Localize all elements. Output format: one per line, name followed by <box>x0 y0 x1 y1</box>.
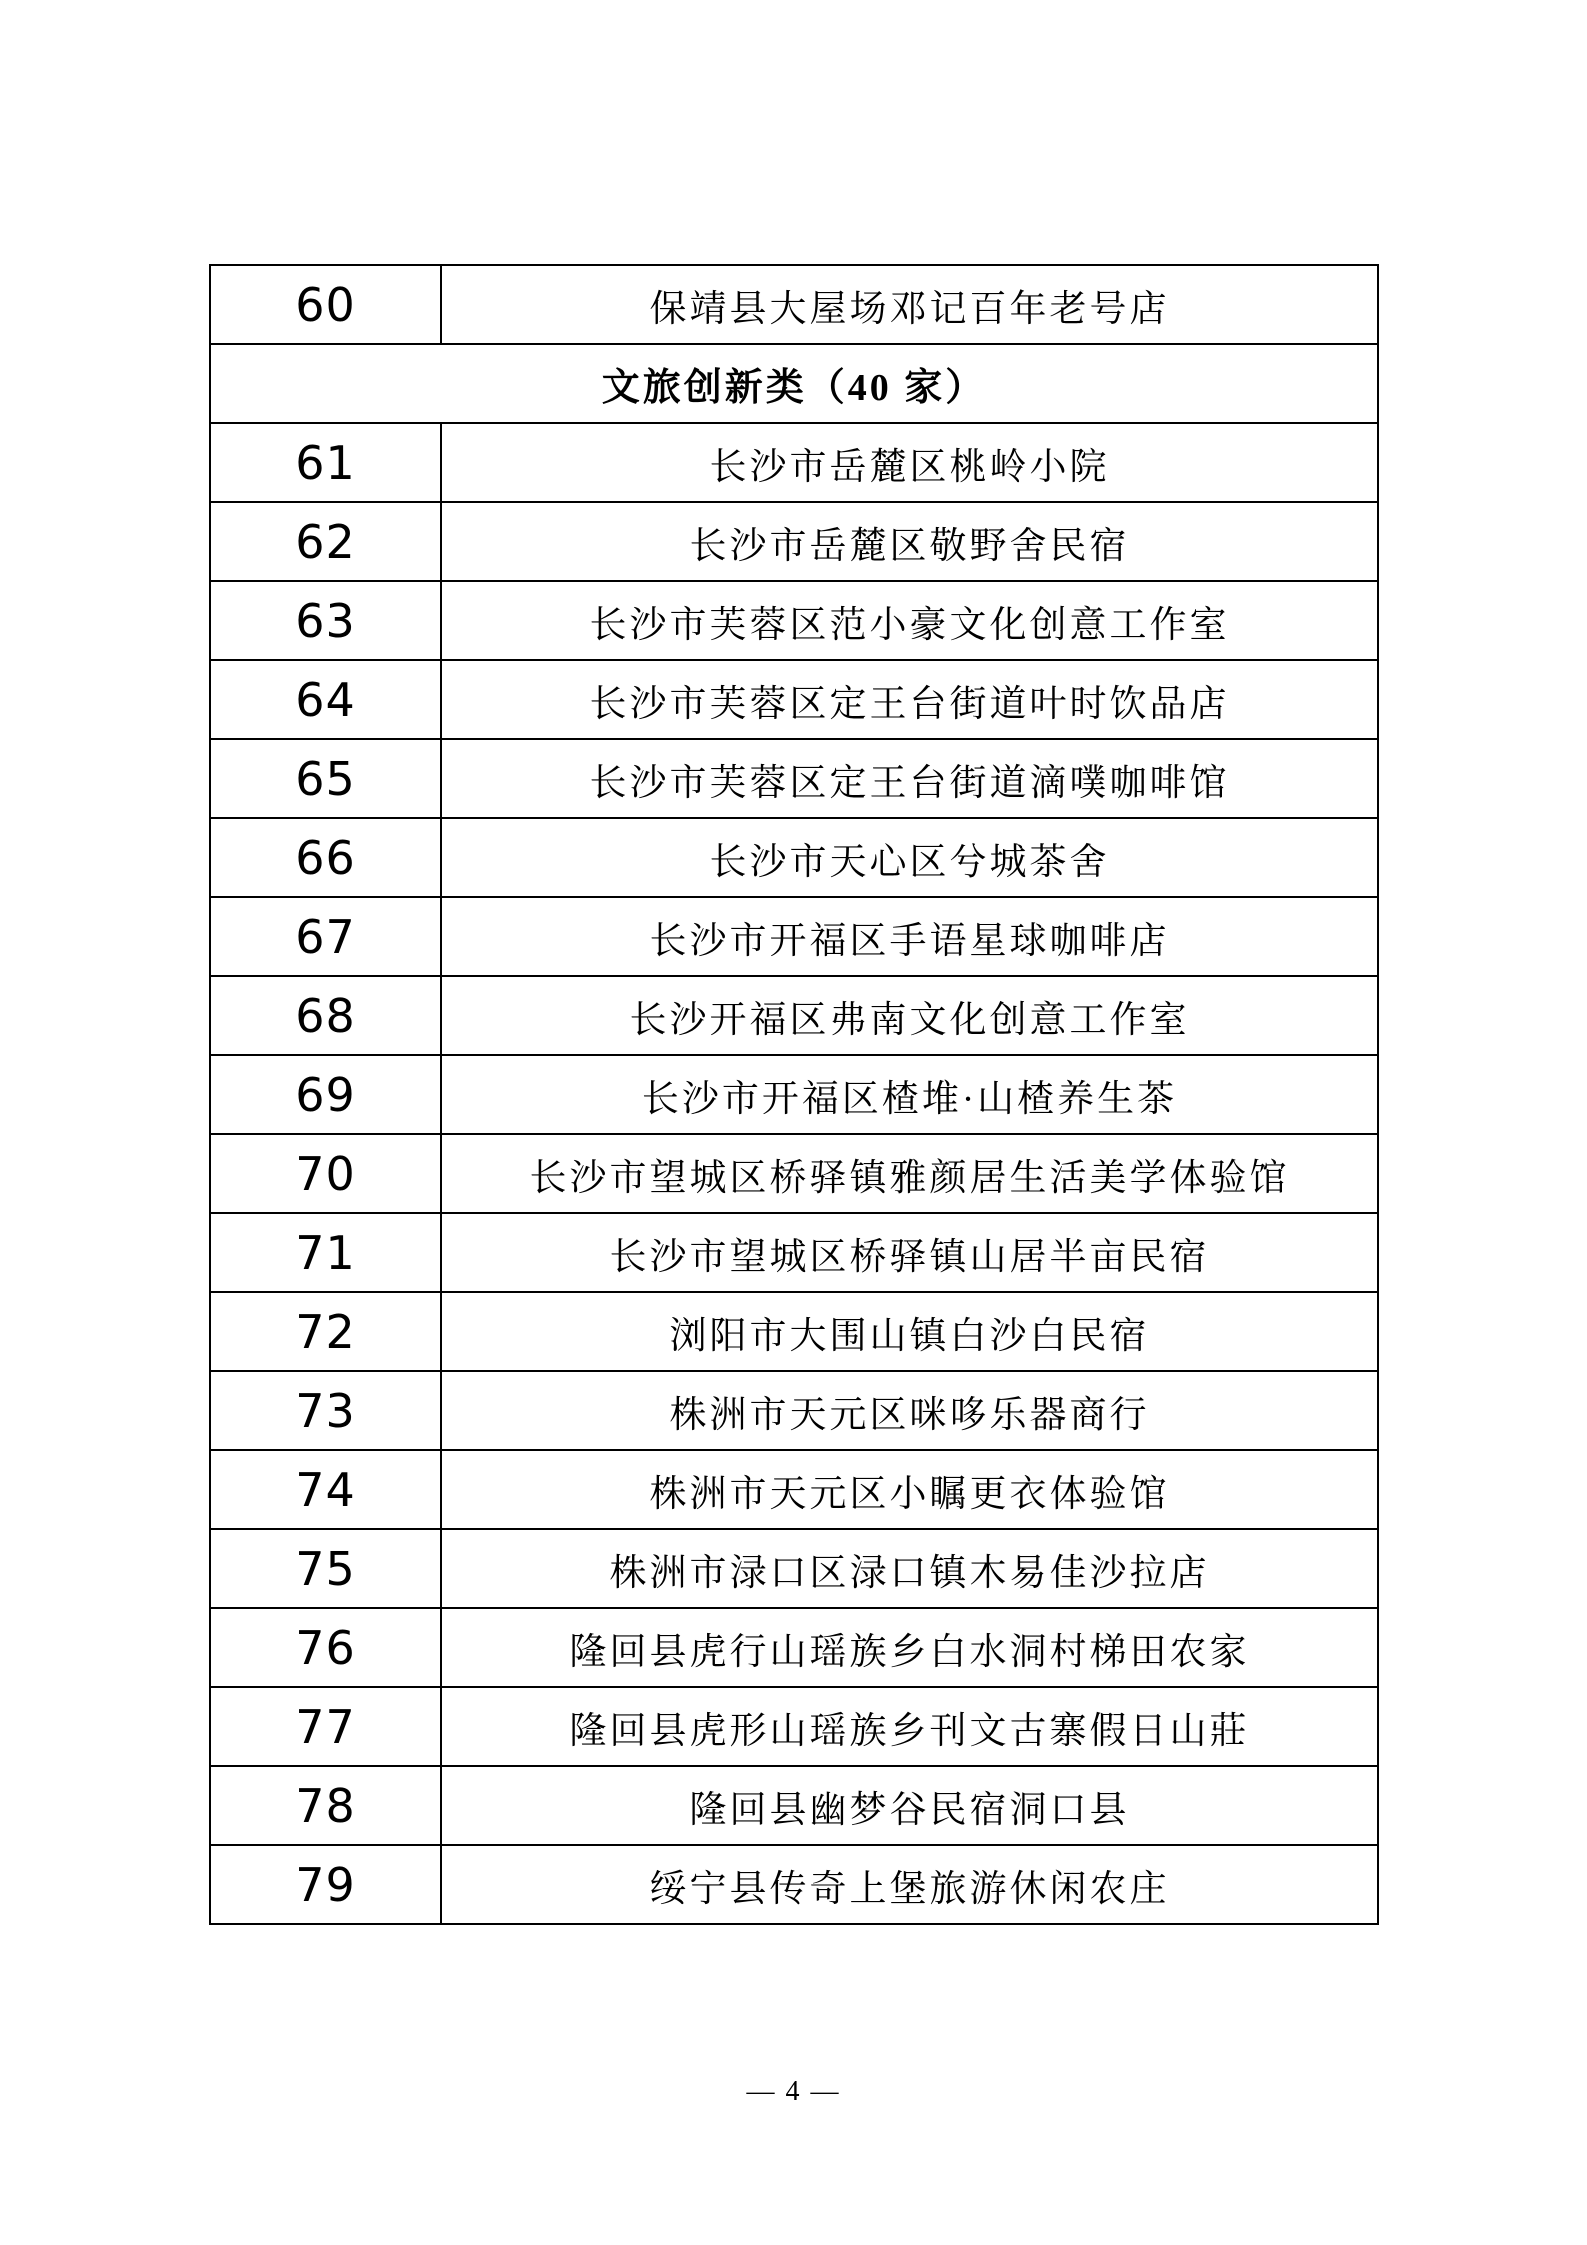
table-row <box>210 1292 1378 1371</box>
table-row <box>210 502 1378 581</box>
establishment-name-cell: 长沙市岳麓区桃岭小院 <box>441 423 1378 502</box>
row-number-cell: 67 <box>210 897 441 976</box>
row-number-cell: 65 <box>210 739 441 818</box>
row-number-cell: 61 <box>210 423 441 502</box>
row-number-cell: 70 <box>210 1134 441 1213</box>
table-row <box>210 1055 1378 1134</box>
page-number: — 4 — <box>746 2076 841 2107</box>
table-row <box>210 739 1378 818</box>
table-row <box>210 818 1378 897</box>
establishment-name-cell: 隆回县虎行山瑶族乡白水洞村梯田农家 <box>441 1608 1378 1687</box>
table-row <box>210 1766 1378 1845</box>
table-row <box>210 1687 1378 1766</box>
establishment-name-cell: 长沙市芙蓉区定王台街道叶时饮品店 <box>441 660 1378 739</box>
establishment-name-cell: 长沙市开福区手语星球咖啡店 <box>441 897 1378 976</box>
establishment-list-table <box>209 264 1379 1925</box>
establishment-name-cell: 长沙市芙蓉区范小豪文化创意工作室 <box>441 581 1378 660</box>
row-number-cell: 60 <box>210 265 441 344</box>
establishment-name-cell: 株洲市天元区小瞩更衣体验馆 <box>441 1450 1378 1529</box>
row-number-cell: 66 <box>210 818 441 897</box>
establishment-name-cell: 株洲市天元区咪哆乐器商行 <box>441 1371 1378 1450</box>
row-number-cell: 74 <box>210 1450 441 1529</box>
row-number-cell: 79 <box>210 1845 441 1924</box>
table-row <box>210 660 1378 739</box>
row-number-cell: 72 <box>210 1292 441 1371</box>
establishment-name-cell: 隆回县虎形山瑶族乡刊文古寨假日山莊 <box>441 1687 1378 1766</box>
establishment-name-cell: 长沙市开福区楂堆·山楂养生茶 <box>441 1055 1378 1134</box>
row-number-cell: 62 <box>210 502 441 581</box>
row-number-cell: 71 <box>210 1213 441 1292</box>
table-row <box>210 1450 1378 1529</box>
table-row <box>210 1134 1378 1213</box>
establishment-name-cell: 长沙市望城区桥驿镇山居半亩民宿 <box>441 1213 1378 1292</box>
establishment-name-cell: 长沙市望城区桥驿镇雅颜居生活美学体验馆 <box>441 1134 1378 1213</box>
row-number-cell: 78 <box>210 1766 441 1845</box>
table-row <box>210 897 1378 976</box>
establishment-name-cell: 长沙开福区弗南文化创意工作室 <box>441 976 1378 1055</box>
row-number-cell: 73 <box>210 1371 441 1450</box>
establishment-name-cell: 株洲市渌口区渌口镇木易佳沙拉店 <box>441 1529 1378 1608</box>
section-header-row <box>210 344 1378 423</box>
row-number-cell: 63 <box>210 581 441 660</box>
establishment-name-cell: 长沙市天心区兮城茶舍 <box>441 818 1378 897</box>
row-number-cell: 75 <box>210 1529 441 1608</box>
table-row <box>210 423 1378 502</box>
table-row <box>210 976 1378 1055</box>
table-row <box>210 1371 1378 1450</box>
establishment-name-cell: 浏阳市大围山镇白沙白民宿 <box>441 1292 1378 1371</box>
establishment-name-cell: 长沙市芙蓉区定王台街道滴噗咖啡馆 <box>441 739 1378 818</box>
establishment-name-cell: 保靖县大屋场邓记百年老号店 <box>441 265 1378 344</box>
row-number-cell: 69 <box>210 1055 441 1134</box>
table-row <box>210 1529 1378 1608</box>
establishment-name-cell: 绥宁县传奇上堡旅游休闲农庄 <box>441 1845 1378 1924</box>
establishment-name-cell: 隆回县幽梦谷民宿洞口县 <box>441 1766 1378 1845</box>
row-number-cell: 64 <box>210 660 441 739</box>
table-row <box>210 1213 1378 1292</box>
section-header-cell: 文旅创新类（40 家） <box>210 344 1378 423</box>
table-row <box>210 581 1378 660</box>
row-number-cell: 68 <box>210 976 441 1055</box>
row-number-cell: 76 <box>210 1608 441 1687</box>
establishment-name-cell: 长沙市岳麓区敬野舍民宿 <box>441 502 1378 581</box>
table-row <box>210 265 1378 344</box>
table-row <box>210 1845 1378 1924</box>
table-row <box>210 1608 1378 1687</box>
row-number-cell: 77 <box>210 1687 441 1766</box>
